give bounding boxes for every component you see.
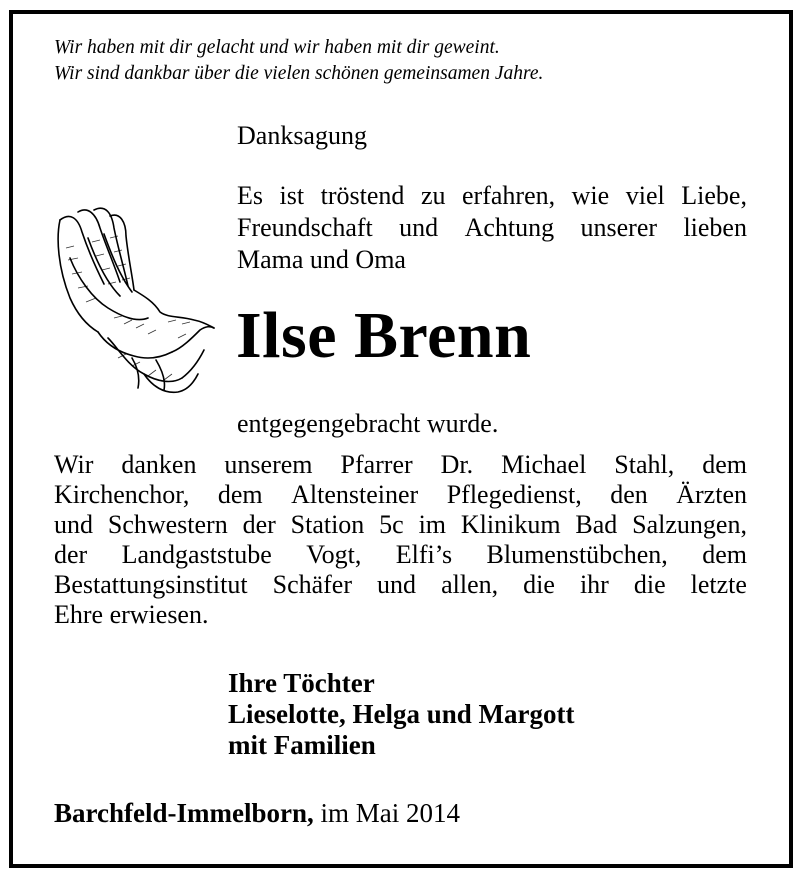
thanks-line-6: Ehre erwiesen. <box>54 600 209 629</box>
word: Station <box>290 510 365 539</box>
word: unserem <box>224 450 313 479</box>
word: und <box>54 510 93 539</box>
place-city: Barchfeld-Immelborn, <box>54 798 314 828</box>
word: Blumenstübchen, <box>486 540 668 569</box>
word: Klinikum <box>460 510 561 539</box>
word: Ärzten <box>676 480 747 509</box>
word: Wir <box>54 450 94 479</box>
word: den <box>610 480 648 509</box>
word: Vogt, <box>306 540 362 569</box>
word: Salzungen, <box>632 510 747 539</box>
word: Michael <box>501 450 587 479</box>
word: Pfarrer <box>340 450 413 479</box>
word: Landgaststube <box>121 540 272 569</box>
word: Elfi’s <box>395 540 453 569</box>
word: Bad <box>575 510 618 539</box>
deceased-name: Ilse Brenn <box>236 299 532 372</box>
place-date <box>54 797 460 829</box>
word: und <box>399 213 439 242</box>
word: die <box>523 570 555 599</box>
thanks-line-3 <box>54 510 747 540</box>
word: im <box>418 510 447 539</box>
word: und <box>377 570 417 599</box>
after-line: entgegengebracht wurde. <box>237 409 499 438</box>
para1-line-3: Mama und Oma <box>237 245 406 274</box>
word: Bestattungsinstitut <box>54 570 248 599</box>
intro-paragraph <box>237 180 747 276</box>
word: unserer <box>580 213 658 242</box>
word: 5c <box>379 510 404 539</box>
thanks-paragraph <box>54 450 747 630</box>
thanks-line-2 <box>54 480 747 510</box>
word: Achtung <box>464 213 555 242</box>
word: lieben <box>683 213 747 242</box>
praying-hands-icon <box>48 198 218 398</box>
word: wie <box>571 181 610 210</box>
para1-line-2 <box>237 212 747 244</box>
word: Stahl, <box>614 450 675 479</box>
word: zu <box>420 181 446 210</box>
word: tröstend <box>320 181 405 210</box>
word: Liebe, <box>681 181 747 210</box>
place-month: im Mai 2014 <box>320 798 460 828</box>
word: der <box>242 510 276 539</box>
word: die <box>633 570 666 599</box>
word: danken <box>121 450 197 479</box>
word: Schwestern <box>107 510 228 539</box>
intro-verse <box>54 35 744 87</box>
word: erfahren, <box>462 181 556 210</box>
para1-line-1 <box>237 180 747 212</box>
word: der <box>54 540 88 569</box>
thanks-line-1 <box>54 450 747 480</box>
signature-line-3: mit Familien <box>228 730 376 760</box>
signature-line-2: Lieselotte, Helga und Margott <box>228 699 575 729</box>
signature-line-1: Ihre Töchter <box>228 668 375 698</box>
word: viel <box>625 181 665 210</box>
word: Schäfer <box>272 570 353 599</box>
word: dem <box>702 450 747 479</box>
word: dem <box>702 540 747 569</box>
intro-line-2: Wir sind dankbar über die vielen schönen gemeinsamen Jahre. <box>54 63 544 84</box>
intro-line-1: Wir haben mit dir gelacht und wir haben mit dir geweint. <box>54 37 500 58</box>
word: Altensteiner <box>291 480 419 509</box>
word: ist <box>279 181 305 210</box>
word: allen, <box>441 570 499 599</box>
word: ihr <box>579 570 609 599</box>
thanks-line-5 <box>54 570 747 600</box>
signature-block <box>228 668 574 761</box>
heading: Danksagung <box>237 121 367 150</box>
word: Kirchenchor, <box>54 480 190 509</box>
thanks-line-4 <box>54 540 747 570</box>
word: Pflegedienst, <box>446 480 582 509</box>
word: Dr. <box>440 450 474 479</box>
word: dem <box>217 480 263 509</box>
word: Es <box>237 181 263 210</box>
word: letzte <box>690 570 747 599</box>
word: Freundschaft <box>237 213 373 242</box>
